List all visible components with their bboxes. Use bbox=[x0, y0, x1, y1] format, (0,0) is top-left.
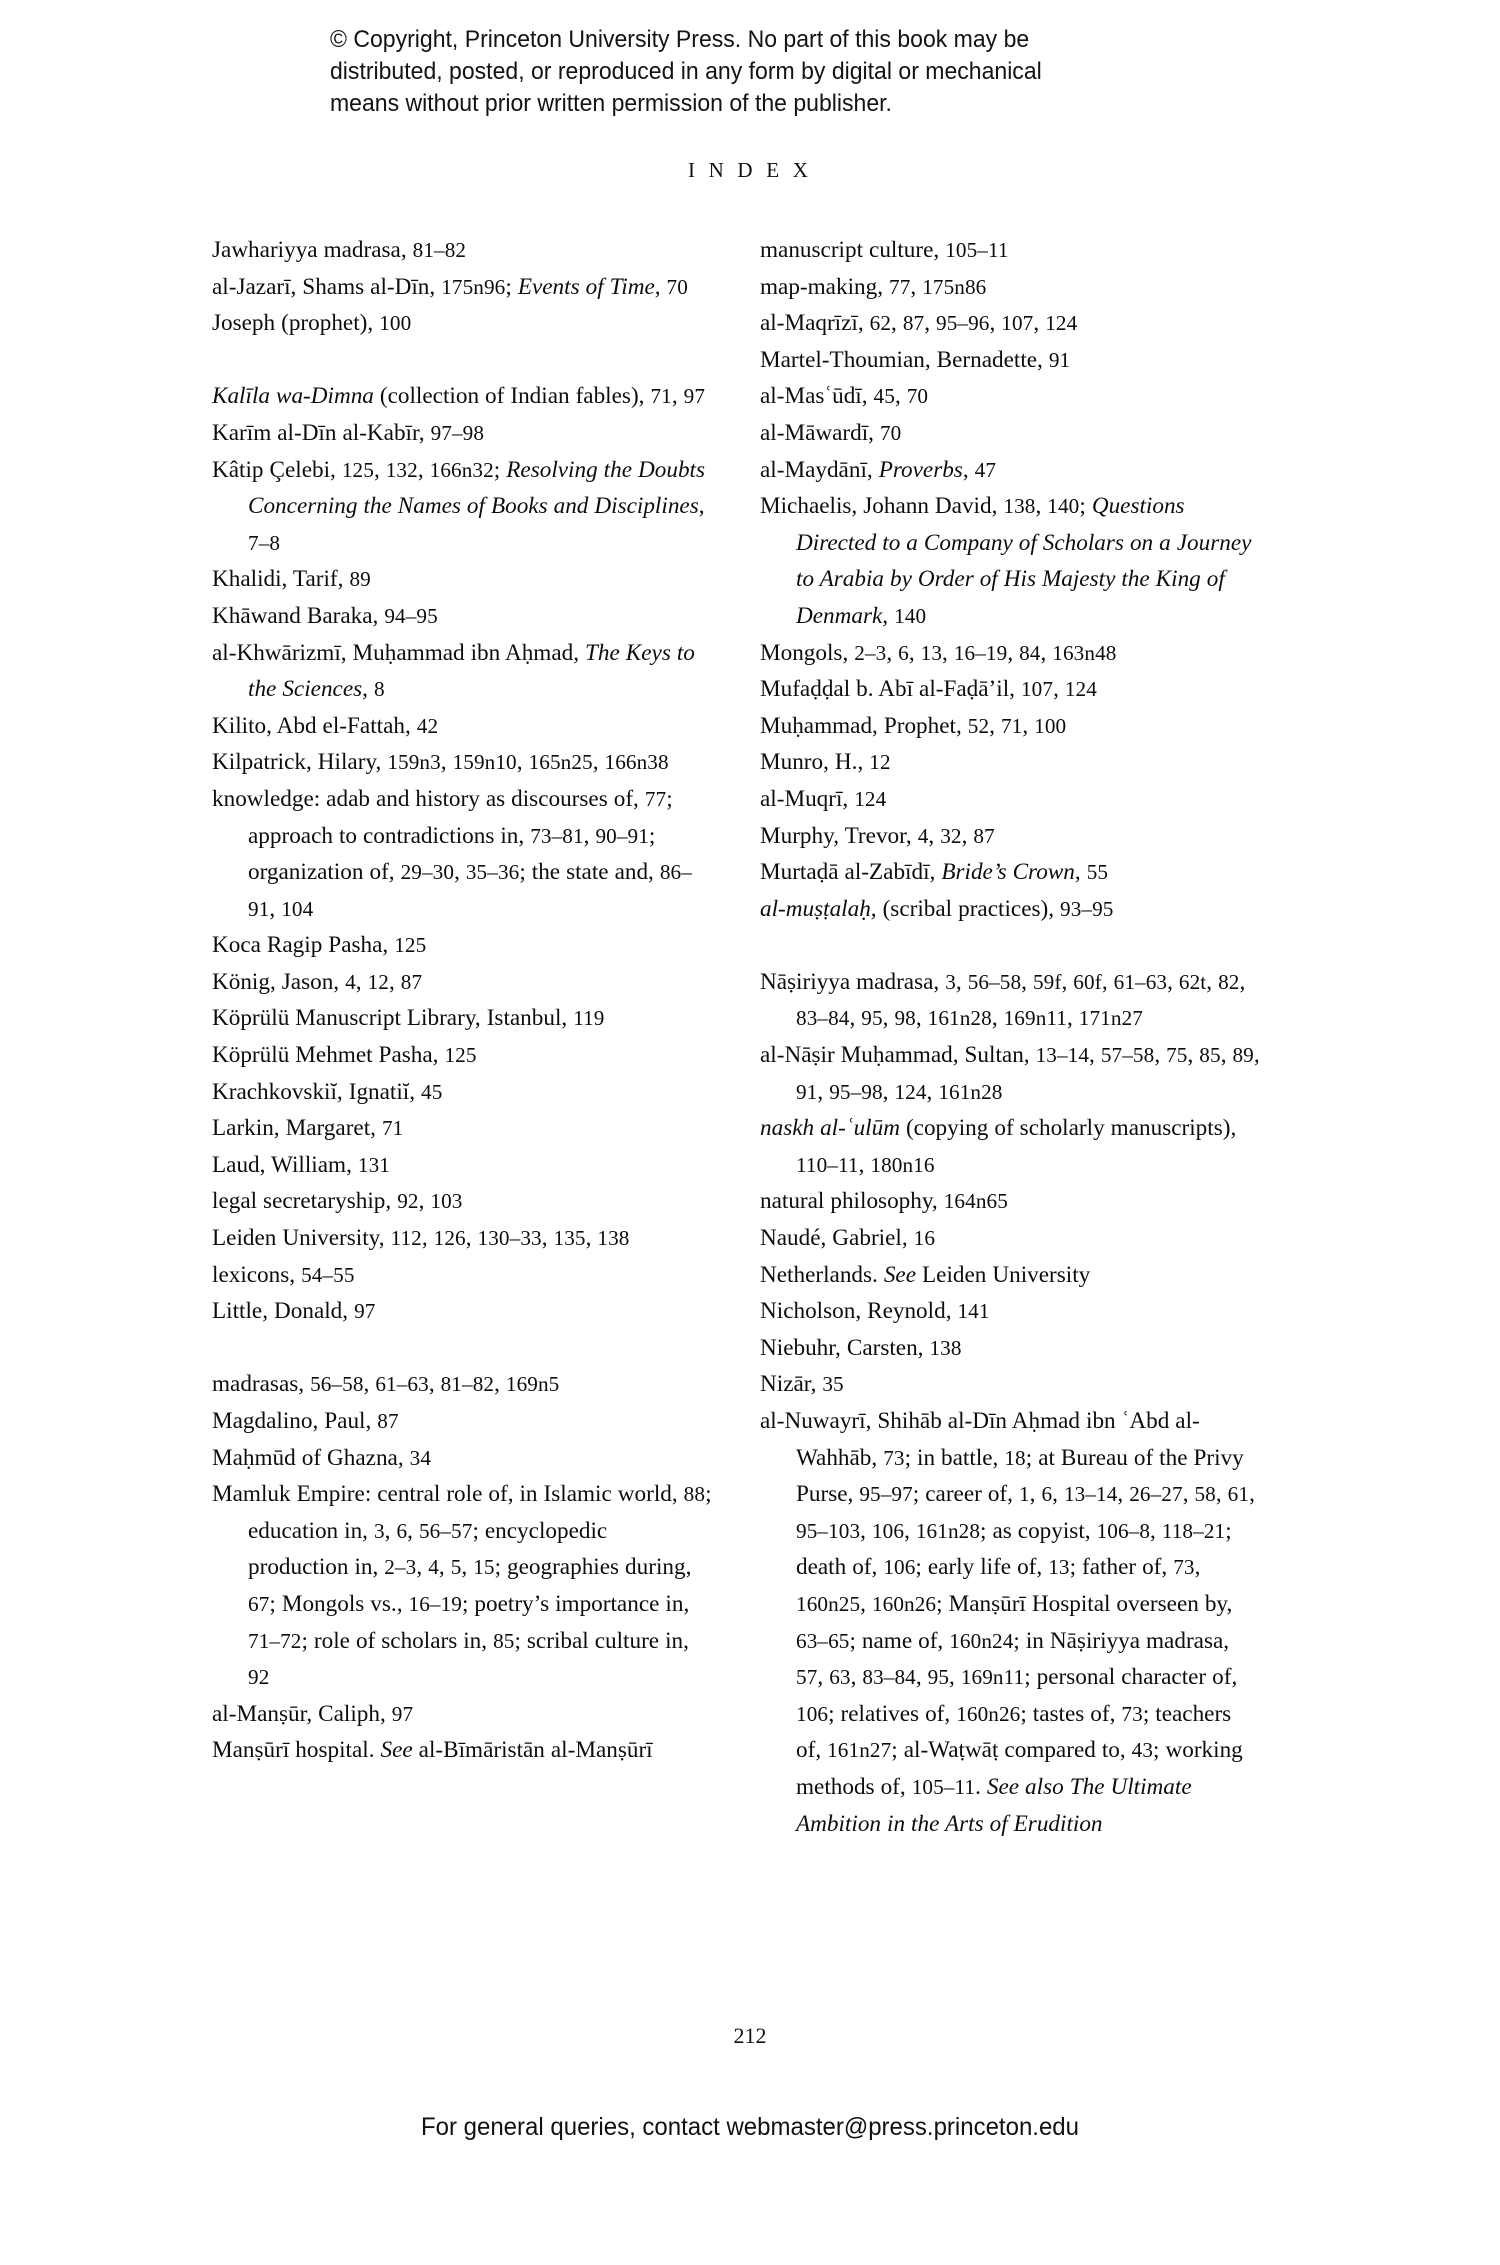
index-entry-lexicons: lexicons, 54–55 bbox=[212, 1261, 355, 1288]
index-entry-khalidi-tarif: Khalidi, Tarif, 89 bbox=[212, 566, 371, 593]
index-entry-netherlands: Netherlands. See Leiden University bbox=[760, 1261, 1091, 1288]
page-number: 212 bbox=[733, 2023, 767, 2048]
index-entry-nicholson-reynold: Nicholson, Reynold, 141 bbox=[760, 1298, 990, 1325]
index-entry-niebuhr-carsten: Niebuhr, Carsten, 138 bbox=[760, 1334, 962, 1361]
copyright-line-1: © Copyright, Princeton University Press. No part of this book may be bbox=[330, 26, 1030, 53]
index-entry-koca-ragip-pasha: Koca Ragip Pasha, 125 bbox=[212, 932, 427, 959]
index-entry-murtada-al-zabidi: Murtaḍā al-Zabīdī, Bride’s Crown, 55 bbox=[760, 859, 1109, 886]
index-entry-mansuri-hospital: Manṣūrī hospital. See al-Bīmāristān al-Manṣūrī bbox=[212, 1737, 653, 1764]
index-entry-al-jazari: al-Jazarī, Shams al-Dīn, 175n96; Events of Time, 70 bbox=[212, 273, 688, 300]
index-entry-legal-secretaryship: legal secretaryship, 92, 103 bbox=[212, 1188, 463, 1215]
index-entry-little-donald: Little, Donald, 97 bbox=[212, 1298, 376, 1325]
index-entry-muhammad-prophet: Muḥammad, Prophet, 52, 71, 100 bbox=[760, 712, 1067, 739]
index-entry-map-making: map-making, 77, 175n86 bbox=[760, 273, 987, 300]
index-entry-kalila-wa-dimna: Kalīla wa-Dimna (collection of Indian fables), 71, 97 bbox=[212, 383, 706, 410]
index-entry-manuscript-culture: manuscript culture, 105–11 bbox=[760, 237, 1009, 263]
index-entry-kilpatrick-hilary: Kilpatrick, Hilary, 159n3, 159n10, 165n25, 166n38 bbox=[212, 749, 669, 776]
index-entry-al-mawardi: al-Māwardī, 70 bbox=[760, 419, 902, 446]
index-entry-larkin-margaret: Larkin, Margaret, 71 bbox=[212, 1115, 404, 1142]
index-entry-naskh-al-ulum: naskh al-ʿulūm (copying of scholarly manuscripts), 110–11, 180n16 bbox=[760, 1115, 1237, 1178]
index-entry-michaelis-johann-david: Michaelis, Johann David, 138, 140; Questions Directed to a Company of Scholars on a Journey to Arabia by Order of His Majesty the King of Denmark, 140 bbox=[760, 493, 1252, 629]
index-entry-mufaddal-b-abi-al-fadail: Mufaḍḍal b. Abī al-Faḍā’il, 107, 124 bbox=[760, 676, 1097, 703]
index-column-right bbox=[760, 232, 1260, 1842]
index-body bbox=[212, 232, 1312, 1922]
index-entry-al-maqrizi: al-Maqrīzī, 62, 87, 95–96, 107, 124 bbox=[760, 310, 1078, 337]
index-entry-mamluk-empire: Mamluk Empire: central role of, in Islamic world, 88; education in, 3, 6, 56–57; encyclopedic production in, 2–3, 4, 5, 15; geographies during, 67; Mongols vs., 16–19; poetry’s importance in, 71–72; role of scholars in, 85; scribal culture in, 92 bbox=[212, 1481, 712, 1690]
index-entry-joseph-prophet: Joseph (prophet), 100 bbox=[212, 310, 412, 337]
footer-query-line: For general queries, contact webmaster@press.princeton.edu bbox=[420, 2113, 1080, 2141]
index-entry-al-masudi: al-Masʿūdī, 45, 70 bbox=[760, 383, 929, 410]
index-entry-natural-philosophy: natural philosophy, 164n65 bbox=[760, 1188, 1008, 1215]
index-entry-al-nasir-muhammad: al-Nāṣir Muḥammad, Sultan, 13–14, 57–58, 75, 85, 89, 91, 95–98, 124, 161n28 bbox=[760, 1042, 1260, 1105]
index-entry-karim-al-din-al-kabir: Karīm al-Dīn al-Kabīr, 97–98 bbox=[212, 419, 485, 446]
copyright-notice bbox=[0, 24, 1500, 120]
copyright-line-2: distributed, posted, or reproduced in any form by digital or mechanical bbox=[330, 58, 1042, 85]
index-entry-krachkovskii-ignatii: Krachkovskiĭ, Ignatiĭ, 45 bbox=[212, 1078, 443, 1105]
index-entry-al-khwarizmi: al-Khwārizmī, Muḥammad ibn Aḥmad, The Keys to the Sciences, 8 bbox=[212, 639, 695, 703]
index-entry-nizar: Nizār, 35 bbox=[760, 1371, 844, 1398]
copyright-line-3: means without prior written permission of the publisher. bbox=[330, 90, 892, 117]
index-entry-mahmud-of-ghazna: Maḥmūd of Ghazna, 34 bbox=[212, 1444, 432, 1471]
index-entry-laud-william: Laud, William, 131 bbox=[212, 1151, 390, 1178]
index-column-left bbox=[212, 232, 712, 1769]
index-entry-magdalino-paul: Magdalino, Paul, 87 bbox=[212, 1408, 399, 1434]
index-entry-jawhariyya-madrasa: Jawhariyya madrasa, 81–82 bbox=[212, 237, 467, 263]
index-entry-katip-celebi: Kâtip Çelebi, 125, 132, 166n32; Resolving the Doubts Concerning the Names of Books and Disciplines, 7–8 bbox=[212, 456, 706, 555]
index-entry-murphy-trevor: Murphy, Trevor, 4, 32, 87 bbox=[760, 822, 995, 849]
index-entry-al-mustalah: al-muṣṭalaḥ, (scribal practices), 93–95 bbox=[760, 895, 1114, 922]
index-entry-madrasas: madrasas, 56–58, 61–63, 81–82, 169n5 bbox=[212, 1371, 560, 1398]
index-entry-knowledge: knowledge: adab and history as discourses of, 77; approach to contradictions in, 73–81, 90–91; organization of, 29–30, 35–36; the state and, 86–91, 104 bbox=[212, 785, 692, 922]
index-entry-al-mansur-caliph: al-Manṣūr, Caliph, 97 bbox=[212, 1700, 414, 1727]
index-entry-nasiriyya-madrasa: Nāṣiriyya madrasa, 3, 56–58, 59f, 60f, 61–63, 62t, 82, 83–84, 95, 98, 161n28, 169n11, 171n27 bbox=[760, 968, 1246, 1032]
index-entry-leiden-university: Leiden University, 112, 126, 130–33, 135, 138 bbox=[212, 1225, 630, 1252]
index-entry-koprulu-manuscript-library: Köprülü Manuscript Library, Istanbul, 119 bbox=[212, 1005, 605, 1032]
index-entry-naude-gabriel: Naudé, Gabriel, 16 bbox=[760, 1225, 936, 1252]
index-entry-kilito-abd-el-fattah: Kilito, Abd el-Fattah, 42 bbox=[212, 712, 439, 739]
index-entry-munro-h: Munro, H., 12 bbox=[760, 749, 891, 776]
index-entry-al-nuwayri: al-Nuwayrī, Shihāb al-Dīn Aḥmad ibn ʿAbd al-Wahhāb, 73; in battle, 18; at Bureau of the Privy Purse, 95–97; career of, 1, 6, 13–14, 26–27, 58, 61, 95–103, 106, 161n28; as copyist, 106–8, 118–21; death of, 106; early life of, 13; father of, 73, 160n25, 160n26; Manṣūrī Hospital overseen by, 63–65; name of, 160n24; in Nāṣiriyya madrasa, 57, 63, 83–84, 95, 169n11; personal character of, 106; relatives of, 160n26; tastes of, 73; teachers of, 161n27; al-Waṭwāṭ compared to, 43; working methods of, 105–11. See also The Ultimate Ambition in the Arts of Erudition bbox=[760, 1408, 1255, 1837]
index-entry-al-muqri: al-Muqrī, 124 bbox=[760, 785, 887, 812]
running-head: I N D E X bbox=[687, 158, 813, 182]
index-entry-al-maydani: al-Maydānī, Proverbs, 47 bbox=[760, 456, 997, 483]
index-entry-mongols: Mongols, 2–3, 6, 13, 16–19, 84, 163n48 bbox=[760, 639, 1117, 666]
index-entry-martel-thoumian-bernadette: Martel-Thoumian, Bernadette, 91 bbox=[760, 346, 1071, 373]
index-entry-khawand-baraka: Khāwand Baraka, 94–95 bbox=[212, 602, 438, 629]
index-entry-konig-jason: König, Jason, 4, 12, 87 bbox=[212, 968, 423, 995]
index-entry-koprulu-mehmet-pasha: Köprülü Mehmet Pasha, 125 bbox=[212, 1042, 477, 1069]
